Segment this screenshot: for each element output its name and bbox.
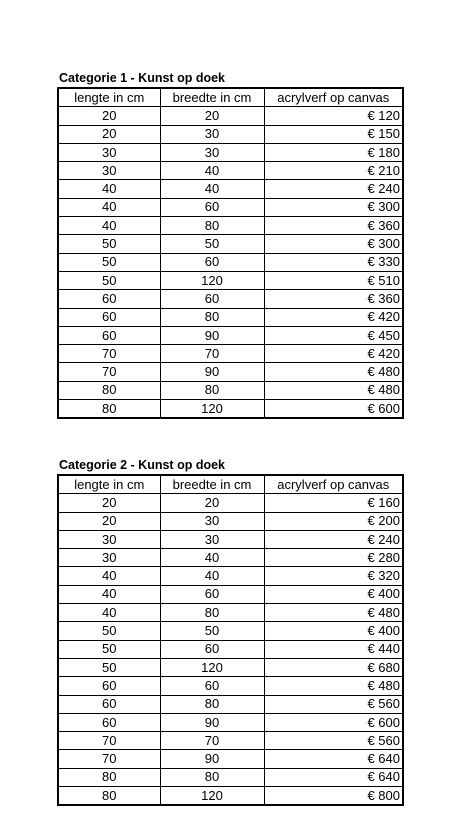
cell-length: 80 [58, 381, 160, 399]
cell-width: 120 [160, 787, 264, 806]
cell-width: 60 [160, 640, 264, 658]
cell-length: 50 [58, 622, 160, 640]
cell-width: 60 [160, 677, 264, 695]
cell-length: 80 [58, 400, 160, 419]
table-row [58, 326, 403, 344]
category-2-rows [58, 494, 403, 806]
table-row [58, 381, 403, 399]
cell-price: € 560 [264, 695, 403, 713]
cell-length: 70 [58, 363, 160, 381]
cell-width: 40 [160, 180, 264, 198]
cell-length: 50 [58, 235, 160, 253]
cell-price: € 240 [264, 180, 403, 198]
table-row [58, 567, 403, 585]
cell-price: € 680 [264, 658, 403, 676]
cell-length: 40 [58, 198, 160, 216]
header-length: lengte in cm [58, 475, 160, 494]
table-row [58, 143, 403, 161]
cell-length: 30 [58, 162, 160, 180]
table-row [58, 217, 403, 235]
cell-width: 80 [160, 381, 264, 399]
cell-width: 80 [160, 695, 264, 713]
cell-length: 40 [58, 180, 160, 198]
category-1-price-table [57, 87, 404, 419]
category-1-title: Categorie 1 - Kunst op doek [59, 71, 225, 85]
cell-price: € 450 [264, 326, 403, 344]
table-row [58, 235, 403, 253]
table-row [58, 658, 403, 676]
cell-width: 70 [160, 732, 264, 750]
cell-price: € 320 [264, 567, 403, 585]
header-length: lengte in cm [58, 88, 160, 107]
header-price: acrylverf op canvas [264, 475, 403, 494]
table-row [58, 107, 403, 125]
cell-width: 90 [160, 363, 264, 381]
cell-width: 50 [160, 235, 264, 253]
cell-length: 20 [58, 512, 160, 530]
table-row [58, 253, 403, 271]
cell-length: 70 [58, 750, 160, 768]
cell-price: € 560 [264, 732, 403, 750]
header-width: breedte in cm [160, 88, 264, 107]
category-1-rows [58, 107, 403, 419]
table-row [58, 640, 403, 658]
cell-price: € 400 [264, 585, 403, 603]
cell-length: 80 [58, 787, 160, 806]
cell-price: € 480 [264, 381, 403, 399]
cell-width: 80 [160, 768, 264, 786]
cell-width: 90 [160, 750, 264, 768]
cell-length: 40 [58, 604, 160, 622]
cell-width: 20 [160, 107, 264, 125]
cell-width: 60 [160, 198, 264, 216]
cell-price: € 180 [264, 143, 403, 161]
cell-width: 60 [160, 253, 264, 271]
cell-length: 50 [58, 271, 160, 289]
table-row [58, 732, 403, 750]
table-row [58, 713, 403, 731]
table-row [58, 162, 403, 180]
cell-length: 50 [58, 658, 160, 676]
cell-width: 120 [160, 400, 264, 419]
cell-width: 30 [160, 512, 264, 530]
cell-width: 80 [160, 604, 264, 622]
cell-price: € 400 [264, 622, 403, 640]
cell-price: € 240 [264, 530, 403, 548]
cell-length: 50 [58, 640, 160, 658]
header-width: breedte in cm [160, 475, 264, 494]
table-row [58, 512, 403, 530]
cell-length: 30 [58, 549, 160, 567]
table-row [58, 677, 403, 695]
cell-price: € 300 [264, 198, 403, 216]
cell-length: 60 [58, 713, 160, 731]
cell-length: 70 [58, 732, 160, 750]
table-row [58, 695, 403, 713]
table-row [58, 787, 403, 806]
cell-price: € 330 [264, 253, 403, 271]
cell-length: 70 [58, 345, 160, 363]
cell-length: 40 [58, 217, 160, 235]
cell-width: 40 [160, 549, 264, 567]
cell-price: € 420 [264, 308, 403, 326]
cell-width: 60 [160, 290, 264, 308]
cell-length: 40 [58, 567, 160, 585]
table-row [58, 622, 403, 640]
table-row [58, 180, 403, 198]
cell-price: € 480 [264, 677, 403, 695]
cell-length: 60 [58, 326, 160, 344]
cell-length: 30 [58, 530, 160, 548]
cell-price: € 480 [264, 363, 403, 381]
cell-length: 60 [58, 695, 160, 713]
cell-width: 40 [160, 162, 264, 180]
category-2-price-table [57, 474, 404, 806]
table-row [58, 363, 403, 381]
cell-width: 120 [160, 271, 264, 289]
table-row [58, 530, 403, 548]
cell-price: € 160 [264, 494, 403, 512]
cell-length: 40 [58, 585, 160, 603]
cell-width: 90 [160, 326, 264, 344]
cell-length: 20 [58, 494, 160, 512]
cell-price: € 510 [264, 271, 403, 289]
cell-width: 40 [160, 567, 264, 585]
table-row [58, 290, 403, 308]
table-header-row [58, 475, 403, 494]
header-price: acrylverf op canvas [264, 88, 403, 107]
table-row [58, 549, 403, 567]
cell-width: 30 [160, 143, 264, 161]
cell-price: € 280 [264, 549, 403, 567]
cell-width: 120 [160, 658, 264, 676]
cell-width: 80 [160, 308, 264, 326]
table-row [58, 345, 403, 363]
table-row [58, 308, 403, 326]
cell-length: 50 [58, 253, 160, 271]
cell-price: € 150 [264, 125, 403, 143]
cell-price: € 360 [264, 217, 403, 235]
cell-length: 30 [58, 143, 160, 161]
table-row [58, 585, 403, 603]
cell-price: € 200 [264, 512, 403, 530]
table-row [58, 750, 403, 768]
cell-price: € 600 [264, 713, 403, 731]
cell-price: € 210 [264, 162, 403, 180]
cell-price: € 640 [264, 750, 403, 768]
table-row [58, 125, 403, 143]
table-row [58, 198, 403, 216]
cell-width: 20 [160, 494, 264, 512]
cell-price: € 360 [264, 290, 403, 308]
cell-price: € 440 [264, 640, 403, 658]
cell-width: 80 [160, 217, 264, 235]
cell-price: € 640 [264, 768, 403, 786]
cell-width: 30 [160, 125, 264, 143]
cell-width: 30 [160, 530, 264, 548]
cell-price: € 420 [264, 345, 403, 363]
cell-price: € 600 [264, 400, 403, 419]
category-1-section [57, 70, 402, 419]
cell-price: € 120 [264, 107, 403, 125]
cell-price: € 480 [264, 604, 403, 622]
cell-length: 20 [58, 107, 160, 125]
cell-price: € 300 [264, 235, 403, 253]
cell-length: 60 [58, 308, 160, 326]
category-2-section [57, 457, 402, 806]
table-row [58, 271, 403, 289]
table-header-row [58, 88, 403, 107]
table-row [58, 494, 403, 512]
cell-length: 80 [58, 768, 160, 786]
cell-width: 50 [160, 622, 264, 640]
table-row [58, 768, 403, 786]
category-2-title: Categorie 2 - Kunst op doek [59, 458, 225, 472]
table-row [58, 400, 403, 419]
cell-length: 20 [58, 125, 160, 143]
cell-price: € 800 [264, 787, 403, 806]
table-row [58, 604, 403, 622]
cell-width: 70 [160, 345, 264, 363]
cell-length: 60 [58, 677, 160, 695]
cell-width: 90 [160, 713, 264, 731]
cell-length: 60 [58, 290, 160, 308]
cell-width: 60 [160, 585, 264, 603]
